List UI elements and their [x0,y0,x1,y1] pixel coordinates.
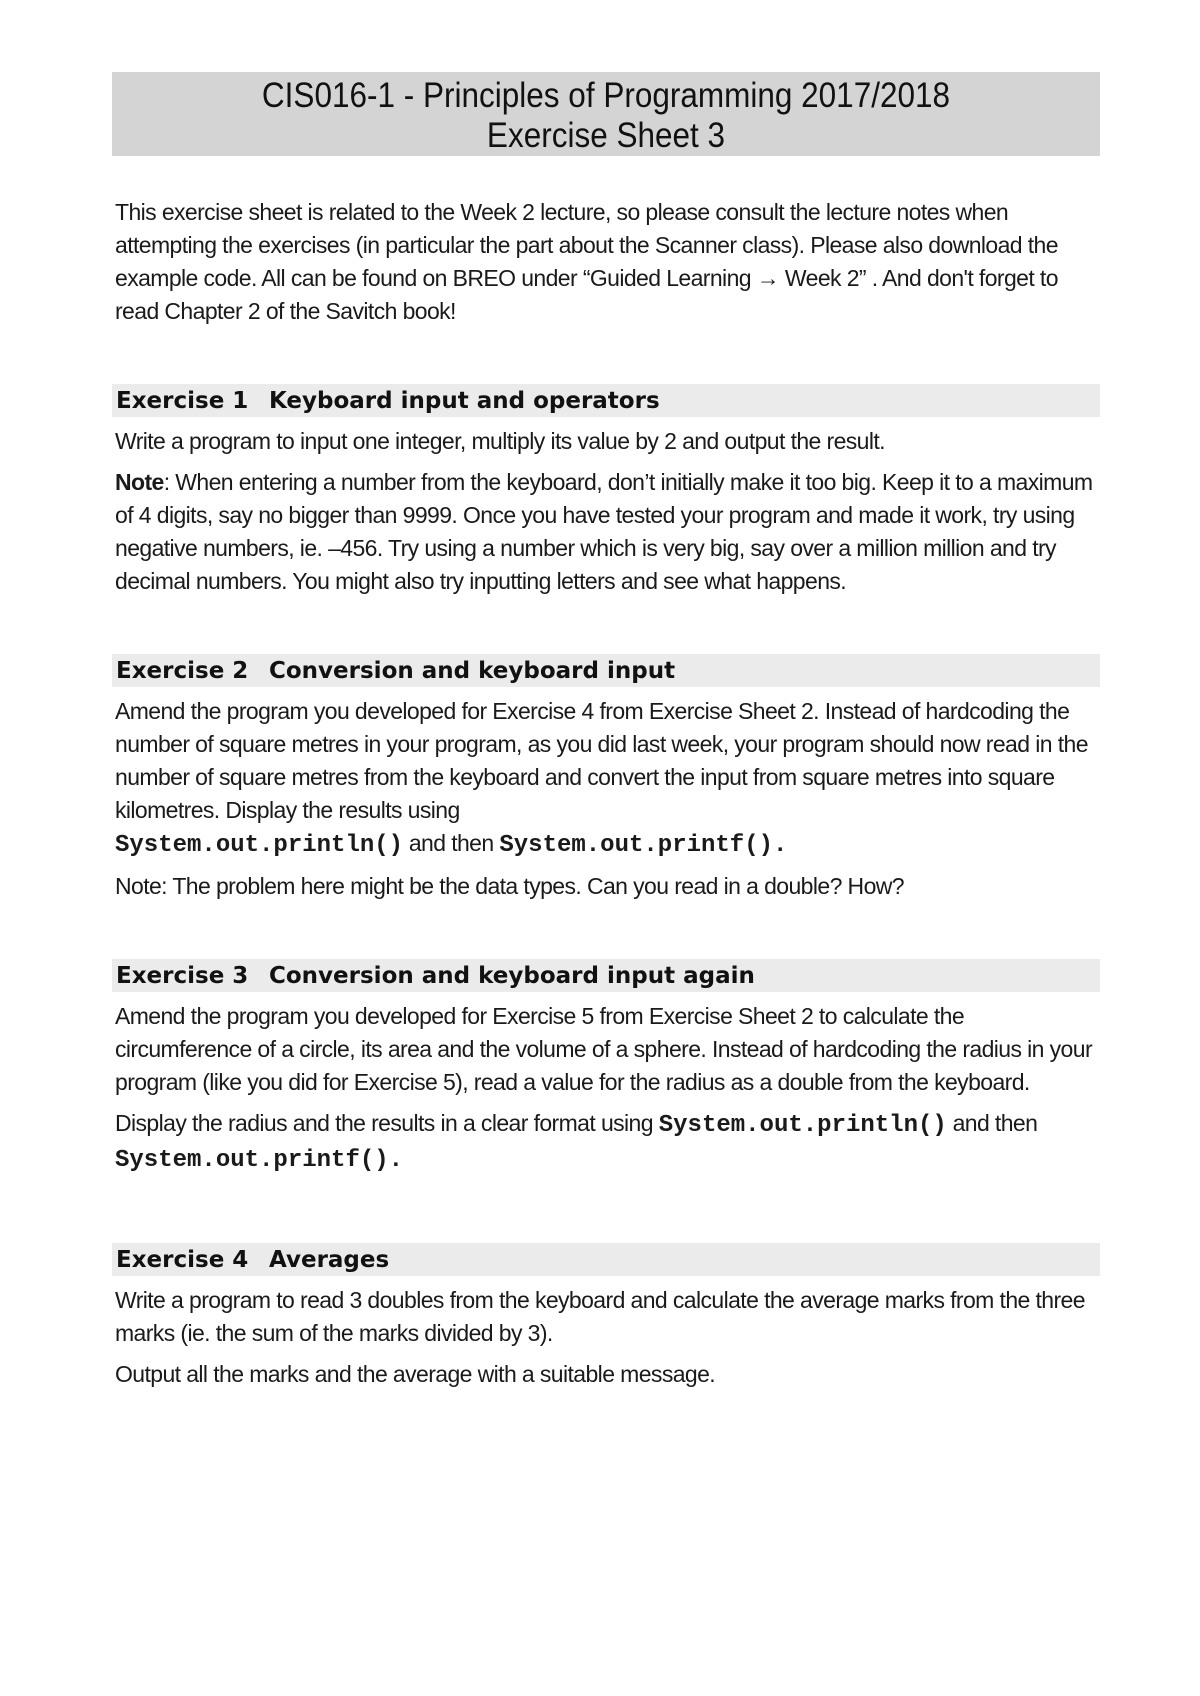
note-text: : When entering a number from the keyboard, don’t initially make it too big. Keep it to a maximum of 4 digits, say no bigger than 9999. Once you have tested your program and made it work, try using negative numbers, ie. –456. Try using a number which is very big, say over a million million and try decimal numbers. You might also try inputting letters and see what happens. [115,469,1093,594]
title-box [112,72,1100,156]
exercise-3-heading [112,959,1100,992]
exercise-3-body [112,1000,1100,1177]
exercise-3 [112,959,1100,1177]
note-label: Note [115,469,164,495]
exercise-4-paragraph: Write a program to read 3 doubles from the keyboard and calculate the average marks from the three marks (ie. the sum of the marks divided by 3). [115,1287,1085,1346]
and-then-text: and then [946,1110,1038,1136]
exercise-4 [112,1243,1100,1391]
code-println: System.out.println() [658,1112,947,1139]
exercise-2-title: Conversion and keyboard input [269,657,676,684]
exercise-2 [112,654,1100,903]
exercise-1-note [115,466,1096,598]
exercise-3-paragraph: Amend the program you developed for Exercise 5 from Exercise Sheet 2 to calculate the circumference of a circle, its area and the volume of a sphere. Instead of hardcoding the radius in your program (like you did for Exercise 5), read a value for the radius as a double from the keyboard. [115,1003,1093,1095]
exercise-1-number: Exercise 1 [116,387,249,414]
exercise-1-heading [112,384,1100,417]
exercise-1-paragraph: Write a program to input one integer, multiply its value by 2 and output the result. [115,428,885,454]
exercise-2-number: Exercise 2 [116,657,249,684]
exercise-2-paragraph [115,695,1096,862]
exercise-1-body [112,425,1100,598]
exercise-3-display-text: Display the radius and the results in a clear format using [115,1110,659,1136]
and-then-text: and then [403,830,500,856]
exercise-1-title: Keyboard input and operators [269,387,660,414]
document-page [112,72,1100,1391]
document-title: CIS016-1 - Principles of Programming 2017/2018 [261,76,951,115]
document-subtitle: Exercise Sheet 3 [486,116,726,155]
exercise-4-body [112,1284,1100,1391]
exercise-2-body [112,695,1100,903]
exercise-4-number: Exercise 4 [116,1246,249,1273]
code-printf: System.out.printf(). [499,832,788,859]
code-println: System.out.println() [115,832,404,859]
exercise-4-heading [112,1243,1100,1276]
exercise-3-number: Exercise 3 [116,962,249,989]
code-printf: System.out.printf(). [115,1147,404,1174]
exercise-2-text: Amend the program you developed for Exercise 4 from Exercise Sheet 2. Instead of hardcoding the number of square metres in your program, as you did last week, your program should now read in the number of square metres from the keyboard and convert the input from square metres into square kilometres. Display the results using [115,698,1088,823]
exercise-2-note: Note: The problem here might be the data types. Can you read in a double? How? [115,873,904,899]
exercise-4-output-paragraph: Output all the marks and the average with a suitable message. [115,1361,716,1387]
intro-paragraph: This exercise sheet is related to the Week 2 lecture, so please consult the lecture notes when attempting the exercises (in particular the part about the Scanner class). Please also download the example code. All can be found on BREO under “Guided Learning → Week 2” . And don't forget to read Chapter 2 of the Savitch book! [115,199,1058,324]
exercise-1 [112,384,1100,598]
exercise-3-title: Conversion and keyboard input again [269,962,755,989]
exercise-4-title: Averages [269,1246,390,1273]
exercise-3-display-paragraph [115,1107,1096,1177]
intro-section [112,196,1100,328]
exercise-2-heading [112,654,1100,687]
